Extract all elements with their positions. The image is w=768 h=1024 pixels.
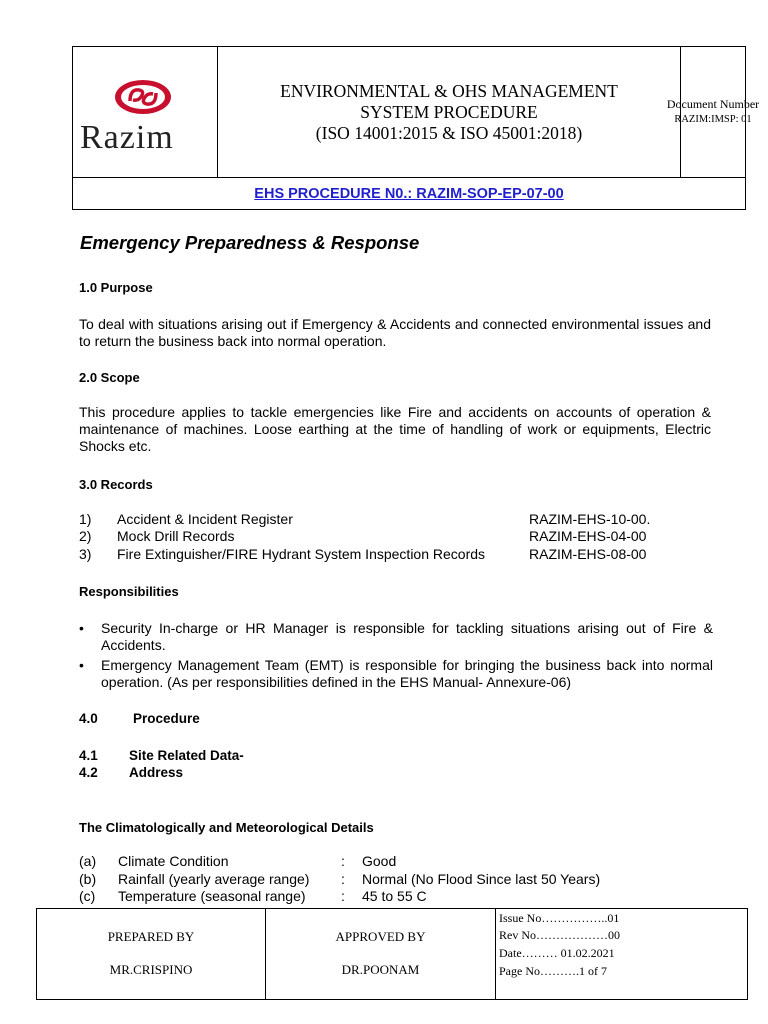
climate-separator: : [341,871,345,887]
records-heading: 3.0 Records [79,477,153,492]
responsibility-text: Security In-charge or HR Manager is responsible for tackling situations arising out of Fire & Accidents. [101,620,713,653]
document-meta-cell [496,909,747,999]
record-name: Fire Extinguisher/FIRE Hydrant System Inspection Records [117,546,486,562]
record-code: RAZIM-EHS-08-00 [529,546,647,562]
logo-cell [73,47,218,177]
razim-logo-icon [103,77,183,117]
revision-number: Rev No………………00 [499,928,620,942]
document-system-title [218,47,681,177]
climate-label: Climate Condition [118,853,229,869]
title-line: ENVIRONMENTAL & OHS MANAGEMENT [280,80,618,101]
document-header-table [72,46,760,210]
climate-value: Normal (No Flood Since last 50 Years) [362,871,601,887]
climate-label: Temperature (seasonal range) [118,888,306,904]
climate-value: 45 to 55 C [362,888,427,904]
climate-key: (b) [79,871,97,887]
procedure-number-link[interactable]: EHS PROCEDURE N0.: RAZIM-SOP-EP-07-00 [254,185,564,202]
responsibilities-heading: Responsibilities [79,584,179,599]
record-code: RAZIM-EHS-10-00. [529,511,651,527]
approved-by-label: APPROVED BY [335,929,426,944]
climate-key: (c) [79,888,96,904]
bullet-icon: • [79,657,84,673]
responsibility-text: Emergency Management Team (EMT) is responsible for bringing the business back into normal operation. (As per responsibilities defined in the EHS Manual- Annexure-06) [101,657,713,690]
climate-heading: The Climatologically and Meteorological Details [79,820,374,835]
document-number-label: Document Number [666,97,760,111]
document-footer-table [36,908,748,1000]
page-number: Page No……….1 of 7 [499,964,607,978]
document-number-cell [666,47,760,177]
record-code: RAZIM-EHS-04-00 [529,528,647,544]
climate-separator: : [341,853,345,869]
scope-text: This procedure applies to tackle emergencies like Fire and accidents on accounts of operation & maintenance of machines. Loose earthing at the time of handling of work or equipments, Electric Shocks etc. [79,404,711,454]
purpose-heading: 1.0 Purpose [79,280,153,295]
subheading-label: Site Related Data- [129,748,244,763]
subheading-label: Address [129,765,184,780]
procedure-number-row [73,177,745,209]
scope-heading: 2.0 Scope [79,370,140,385]
record-number: 1) [79,511,92,527]
purpose-text: To deal with situations arising out if Emergency & Accidents and connected environmental issues and to return the business back into normal operation. [79,316,711,349]
prepared-by-name: MR.CRISPINO [109,962,193,977]
climate-value: Good [362,853,397,869]
title-line: SYSTEM PROCEDURE [360,101,538,122]
record-name: Accident & Incident Register [117,511,293,527]
issue-number: Issue No……………..01 [499,911,620,925]
document-number-value: RAZIM:IMSP: 01 [674,114,752,125]
issue-date: Date……… 01.02.2021 [499,946,615,960]
climate-key: (a) [79,853,97,869]
bullet-icon: • [79,620,84,636]
page-title: Emergency Preparedness & Response [80,232,420,253]
climate-label: Rainfall (yearly average range) [118,871,310,887]
subheading-number: 4.2 [79,765,98,780]
title-line: (ISO 14001:2015 & ISO 45001:2018) [315,122,583,143]
approved-by-cell [266,909,496,999]
climate-separator: : [341,888,345,904]
procedure-number: 4.0 [79,711,98,726]
prepared-by-label: PREPARED BY [107,929,195,944]
logo-wordmark: Razim [80,119,174,156]
record-number: 2) [79,528,92,544]
record-number: 3) [79,546,92,562]
prepared-by-cell [37,909,266,999]
record-name: Mock Drill Records [117,528,235,544]
subheading-number: 4.1 [79,748,98,763]
approved-by-name: DR.POONAM [341,962,420,977]
procedure-title: Procedure [133,711,200,726]
